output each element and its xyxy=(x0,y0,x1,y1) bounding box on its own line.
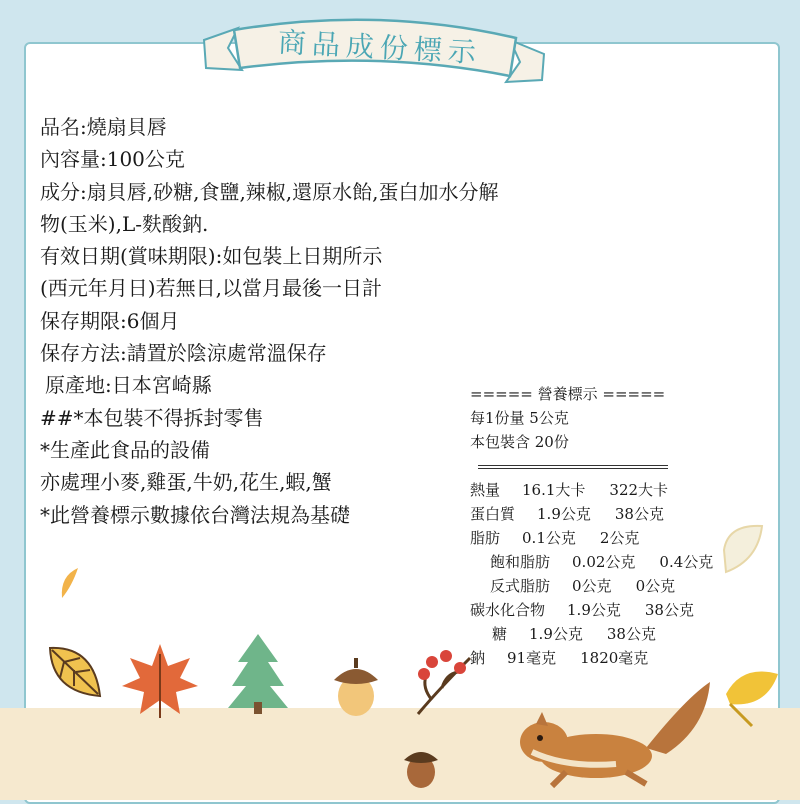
info-line: 保存期限:6個月 xyxy=(40,308,180,333)
maple-leaf-icon xyxy=(120,640,200,720)
serving-size: 每1份量 5公克 xyxy=(470,409,569,427)
leaf-icon xyxy=(44,642,104,702)
nutrition-table xyxy=(470,382,713,670)
nutrient-label: 熱量 xyxy=(470,481,501,499)
nutrition-row xyxy=(470,622,713,646)
per-serving-value: 0公克 xyxy=(572,577,612,595)
per-package-value: 38公克 xyxy=(606,625,656,643)
pine-tree-icon xyxy=(226,632,290,714)
info-line: 原產地:日本宮崎縣 xyxy=(45,373,212,398)
per-package-value: 2公克 xyxy=(599,529,640,547)
berry-branch-icon xyxy=(412,648,474,718)
info-line: 品名:燒扇貝唇 xyxy=(40,115,167,139)
per-package-value: 38公克 xyxy=(614,505,664,523)
nutrition-row xyxy=(470,550,713,574)
per-serving-value: 0.02公克 xyxy=(572,553,636,571)
info-line: 物(玉米),L-麩酸鈉. xyxy=(40,211,209,236)
per-package-value: 322大卡 xyxy=(609,481,669,499)
per-serving-value: 1.9公克 xyxy=(567,601,621,619)
divider xyxy=(470,454,713,478)
info-line: (西元年月日)若無日,以當月最後一日計 xyxy=(40,276,382,301)
per-serving-value: 16.1大卡 xyxy=(522,481,586,499)
nutrition-header: ===== 營養標示 ===== xyxy=(470,385,666,403)
info-line: 有效日期(賞味期限):如包裝上日期所示 xyxy=(40,244,383,269)
info-line: *此營養標示數據依台灣法規為基礎 xyxy=(40,502,350,527)
per-serving-value: 91毫克 xyxy=(507,649,557,667)
info-line: 亦處理小麥,雞蛋,牛奶,花生,蝦,蟹 xyxy=(40,470,332,495)
page-title: 商品成份標示 xyxy=(277,25,483,70)
acorn-icon xyxy=(400,742,442,792)
per-serving-value: 1.9公克 xyxy=(537,505,591,523)
squirrel-icon xyxy=(496,668,716,792)
nutrition-row xyxy=(470,526,713,550)
nutrition-rows xyxy=(470,478,713,670)
nutrition-row xyxy=(470,502,713,526)
nutrition-row xyxy=(470,478,713,502)
nutrient-label: 脂肪 xyxy=(470,529,501,547)
info-line: ##*本包裝不得拆封零售 xyxy=(40,405,264,430)
info-line: *生產此食品的設備 xyxy=(40,437,210,462)
info-line: 內容量:100公克 xyxy=(40,147,185,172)
ginkgo-leaf-icon xyxy=(718,520,768,580)
per-serving-value: 0.1公克 xyxy=(522,529,576,547)
nutrient-label: 糖 xyxy=(492,625,508,643)
per-package-value: 0公克 xyxy=(635,577,676,595)
nutrient-label: 碳水化合物 xyxy=(470,601,546,619)
nutrition-row xyxy=(470,646,713,670)
info-line: 成分:扇貝唇,砂糖,食鹽,辣椒,還原水飴,蛋白加水分解 xyxy=(40,179,499,204)
leaf-icon xyxy=(58,566,80,600)
product-info xyxy=(40,111,499,531)
nutrition-row xyxy=(470,598,713,622)
acorn-icon xyxy=(330,656,382,718)
ginkgo-leaf-icon xyxy=(722,664,782,730)
servings-per-package: 本包裝含 20份 xyxy=(470,433,569,451)
nutrition-row xyxy=(470,574,713,598)
nutrient-label: 鈉 xyxy=(470,649,486,667)
per-package-value: 1820毫克 xyxy=(580,649,649,667)
nutrient-label: 反式脂肪 xyxy=(490,577,551,595)
info-line: 保存方法:請置於陰涼處常溫保存 xyxy=(40,341,327,366)
per-serving-value: 1.9公克 xyxy=(529,625,583,643)
per-package-value: 38公克 xyxy=(644,601,694,619)
nutrient-label: 蛋白質 xyxy=(470,505,516,523)
nutrient-label: 飽和脂肪 xyxy=(490,553,551,571)
per-package-value: 0.4公克 xyxy=(659,553,714,571)
